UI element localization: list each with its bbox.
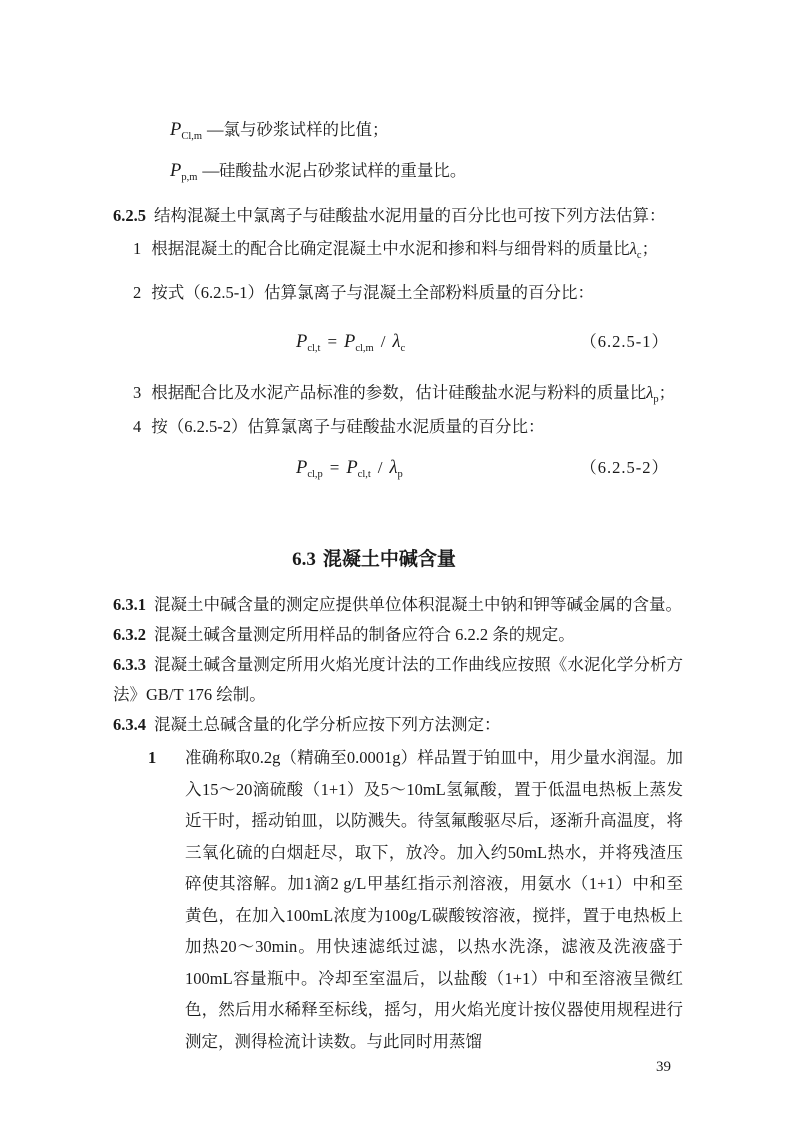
variable-subscript: p xyxy=(397,469,403,480)
item-text-tail: ； xyxy=(658,383,676,402)
variable-P: P xyxy=(346,458,358,478)
symbol-definition-ppm xyxy=(170,159,683,183)
clause-6-3-3 xyxy=(113,650,683,710)
clause-number: 6.3.4 xyxy=(113,715,146,734)
variable-lambda: λ xyxy=(646,383,654,402)
item-text-tail: ； xyxy=(641,239,659,258)
symbol-p-pm xyxy=(170,161,198,183)
variable-subscript: p,m xyxy=(181,172,198,183)
clause-number: 6.3.2 xyxy=(113,625,146,644)
definition-text: —氯与砂浆试样的比值； xyxy=(207,120,389,139)
clause-text: 混凝土中碱含量的测定应提供单位体积混凝土中钠和钾等碱金属的含量。 xyxy=(154,595,682,614)
definition-text: —硅酸盐水泥占砂浆试样的重量比。 xyxy=(202,161,467,180)
clause-6-2-5 xyxy=(113,204,683,228)
variable-subscript: cl,t xyxy=(357,469,371,480)
variable-subscript: Cl,m xyxy=(181,131,203,142)
clause-6-3-4 xyxy=(113,710,683,740)
clause-text: 混凝土碱含量测定所用样品的制备应符合 6.2.2 条的规定。 xyxy=(154,625,575,644)
clause-text: 混凝土碱含量测定所用火焰光度计法的工作曲线应按照《水泥化学分析方法》GB/T 176 绘制。 xyxy=(113,655,683,704)
item-number: 1 xyxy=(133,239,142,258)
clause-6-3-2 xyxy=(113,620,683,650)
item-text: 按（6.2.5-2）估算氯离子与硅酸盐水泥质量的百分比： xyxy=(151,417,545,436)
variable-subscript: c xyxy=(400,343,406,354)
equals-sign: = xyxy=(329,458,340,477)
variable-P: P xyxy=(296,332,308,352)
clause-6-2-5-item-3 xyxy=(133,381,683,405)
section-heading-6-3 xyxy=(89,546,659,574)
variable-subscript: cl,t xyxy=(307,343,321,354)
section-number: 6.3 xyxy=(292,549,316,570)
clause-6-3-1 xyxy=(113,590,683,620)
item-text: 根据配合比及水泥产品标准的参数，估计硅酸盐水泥与粉料的质量比 xyxy=(151,383,647,402)
clause-6-3-4-item-1 xyxy=(148,742,683,1057)
variable-subscript: p xyxy=(653,394,659,405)
clause-number: 6.2.5 xyxy=(113,206,146,225)
variable-P: P xyxy=(296,458,308,478)
variable-subscript: cl,p xyxy=(307,469,323,480)
item-number: 1 xyxy=(148,748,157,767)
item-number: 3 xyxy=(133,383,142,402)
section-title: 混凝土中碱含量 xyxy=(322,549,456,570)
variable-P: P xyxy=(344,332,356,352)
equation-number: （6.2.5-2） xyxy=(580,458,669,477)
equation-6-2-5-2 xyxy=(113,456,683,480)
variable-lambda: λ xyxy=(392,332,401,352)
equation-expression xyxy=(296,456,403,480)
variable-P: P xyxy=(170,161,182,181)
divide-sign: / xyxy=(380,332,386,351)
item-text: 按式（6.2.5-1）估算氯离子与混凝土全部粉料质量的百分比： xyxy=(151,283,594,302)
symbol-p-clm xyxy=(170,120,203,142)
clause-number: 6.3.3 xyxy=(113,655,146,674)
clause-number: 6.3.1 xyxy=(113,595,146,614)
page-number: 39 xyxy=(656,1059,671,1075)
clause-text: 混凝土总碱含量的化学分析应按下列方法测定： xyxy=(154,715,501,734)
variable-lambda: λ xyxy=(629,239,637,258)
clause-6-2-5-item-4 xyxy=(133,415,683,439)
variable-subscript: cl,m xyxy=(355,343,374,354)
item-number: 4 xyxy=(133,417,142,436)
equation-number: （6.2.5-1） xyxy=(580,332,669,351)
equation-expression xyxy=(296,330,405,354)
variable-subscript: c xyxy=(636,250,642,261)
equals-sign: = xyxy=(327,332,338,351)
item-text: 准确称取0.2g（精确至0.0001g）样品置于铂皿中，用少量水润湿。加入15～20滴硫酸（1+1）及5～10mL氢氟酸，置于低温电热板上蒸发近干时，摇动铂皿，以防溅失。待氢氟酸驱尽后，逐渐升高温度，将三氧化硫的白烟赶尽，取下，放冷。加入约50mL热水，并将残渣压碎使其溶解。加1滴2 g/L甲基红指示剂溶液，用氨水（1+1）中和至黄色，在加入100mL浓度为100g/L碳酸铵溶液，搅拌，置于电热板上加热20～30min。用快速滤纸过滤，以热水洗涤，滤液及洗液盛于100mL容量瓶中。冷却至室温后，以盐酸（1+1）中和至溶液呈微红色，然后用水稀释至标线，摇匀，用火焰光度计按仪器使用规程进行测定，测得检流计读数。与此同时用蒸馏 xyxy=(185,748,683,1051)
clause-6-2-5-item-1 xyxy=(133,237,683,261)
variable-P: P xyxy=(170,120,182,140)
equation-6-2-5-1 xyxy=(113,330,683,354)
item-number: 2 xyxy=(133,283,142,302)
variable-lambda: λ xyxy=(389,458,398,478)
symbol-definition-pclm xyxy=(170,118,683,142)
divide-sign: / xyxy=(377,458,383,477)
page-content xyxy=(113,0,683,1057)
item-text: 根据混凝土的配合比确定混凝土中水泥和掺和料与细骨料的质量比 xyxy=(151,239,630,258)
clause-text: 结构混凝土中氯离子与硅酸盐水泥用量的百分比也可按下列方法估算： xyxy=(154,206,666,225)
clause-6-2-5-item-2 xyxy=(133,281,683,305)
